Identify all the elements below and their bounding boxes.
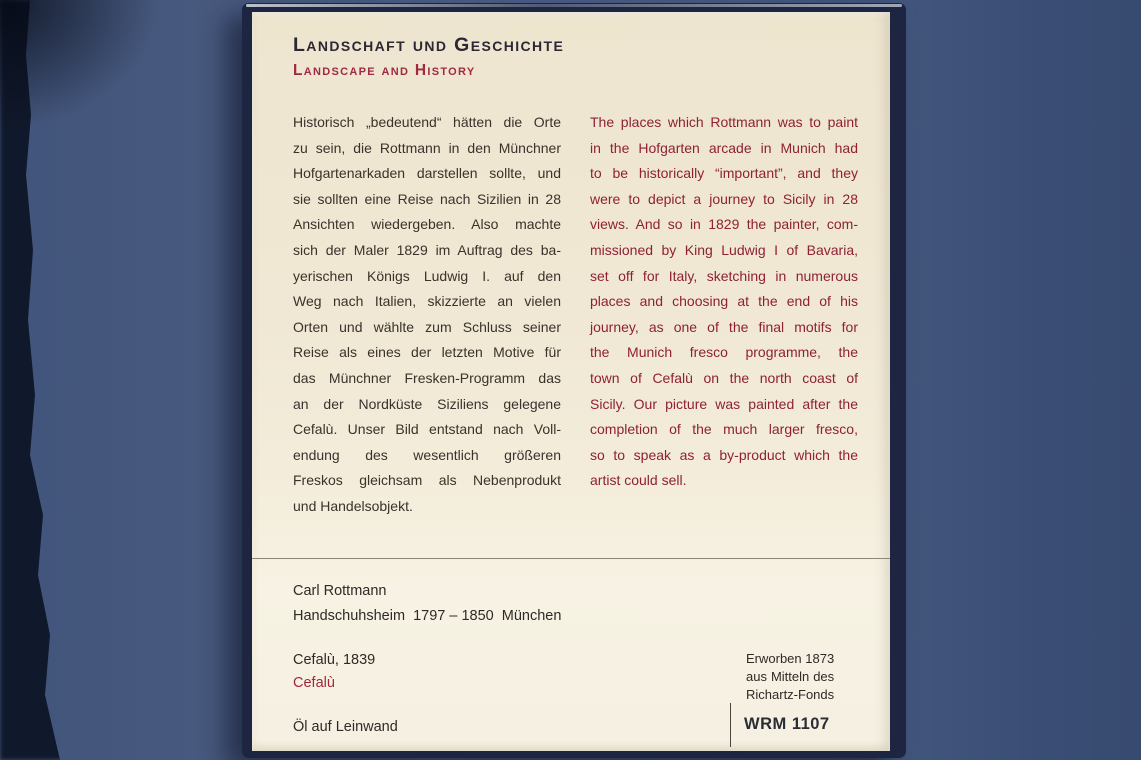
artist-dates: Handschuhsheim 1797 – 1850 München (293, 608, 562, 624)
inventory-rule (730, 703, 731, 747)
label-title-german: Landschaft und Geschichte (293, 34, 565, 56)
work-title-german: Cefalù, 1839 (293, 652, 376, 668)
divider-line (252, 558, 890, 559)
wall-corner-shadow (0, 0, 160, 130)
body-text-english: The places which Rottmann was to paint in the Hofgarten arcade in Munich had to be historically “important”, and they were to depict a journey to Sicily in 28 views. And so in 1829 the painter, com- missioned by King Ludwig I of Bavaria, set off for Italy, sketching in numerous places and choosing at the end of his journey, as one of the final motifs for the Munich fresco programme, the town of Cefalù on the north coast of Sicily. Our picture was painted after the completion of the much larger fresco, so to speak as a by-product which the artist could sell. (590, 114, 858, 489)
museum-label (252, 12, 890, 751)
label-holder (242, 3, 906, 758)
body-text-german: Historisch „bedeutend“ hätten die Orte zu sein, die Rottmann in den Münchner Hofgartenarkaden darstellen sollte, und sie sollten eine Reise nach Sizilien in 28 Ansichten wiedergeben. Also machte sich der Maler 1829 im Auftrag des ba- yerischen Königs Ludwig I. auf den Weg nach Italien, skizzierte an vielen Orten und wählte zum Schluss seiner Reise als eines der letzten Motive für das Münchner Fresken-Programm das an der Nordküste Siziliens gelegene Cefalù. Unser Bild entstand nach Voll- endung des wesentlich größeren Freskos gleichsam als Nebenprodukt und Handelsobjekt. (293, 114, 561, 514)
work-title-english: Cefalù (293, 675, 335, 691)
label-title-english: Landscape and History (293, 62, 476, 79)
work-medium: Öl auf Leinwand (293, 719, 398, 735)
inventory-number: WRM 1107 (744, 715, 830, 733)
provenance-note: Erworben 1873 aus Mitteln des Richartz-Fonds (746, 651, 835, 702)
artist-name: Carl Rottmann (293, 583, 387, 599)
